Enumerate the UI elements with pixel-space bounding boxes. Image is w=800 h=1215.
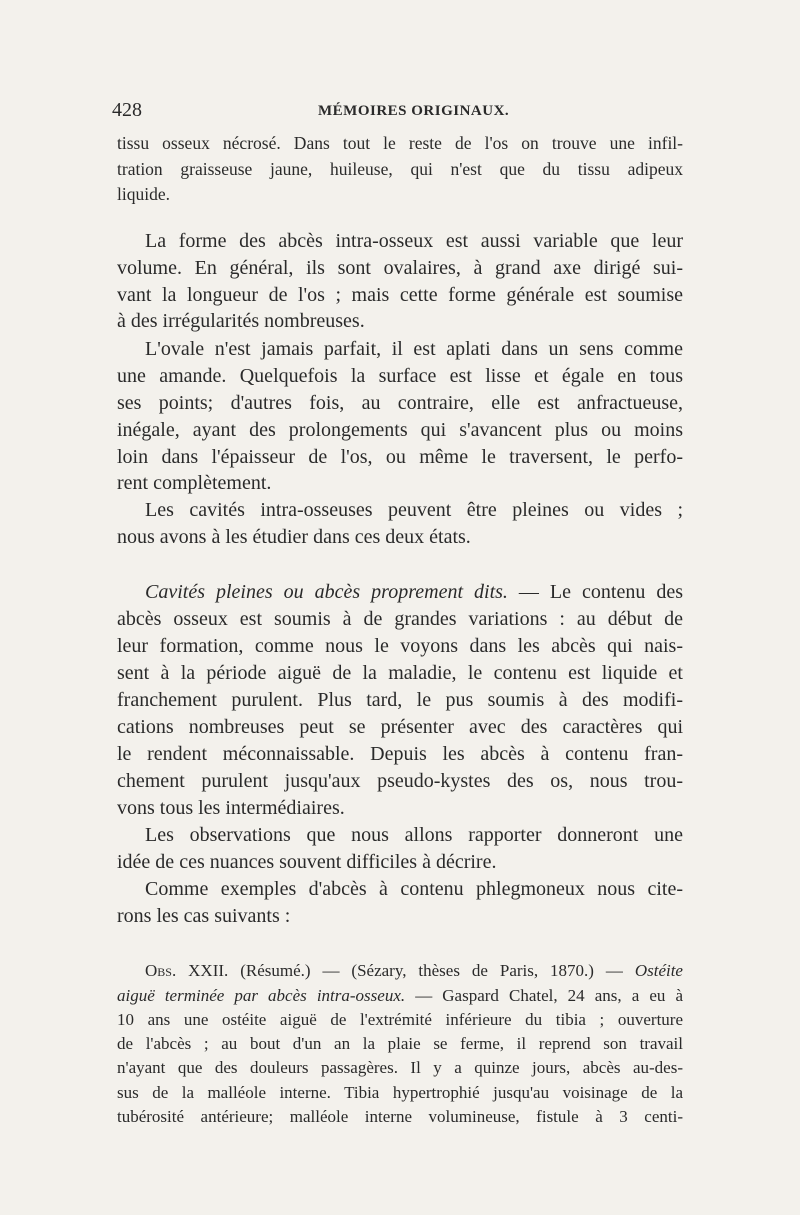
page-number: 428 (112, 99, 142, 121)
observation-line (145, 962, 683, 979)
text-line: sent à la période aiguë de la maladie, le contenu est liquide et (117, 662, 683, 684)
observation-label: Obs. XXII. (145, 961, 229, 980)
text-line: sus de la malléole interne. Tibia hypertrophié jusqu'au voisinage de la (117, 1083, 683, 1102)
text-line: La forme des abcès intra-osseux est aussi variable que leur (145, 230, 683, 252)
text-line: 10 ans une ostéite aiguë de l'extrémité inférieure du tibia ; ouverture (117, 1010, 683, 1029)
text-line: rent complètement. (117, 472, 272, 494)
text-line: vant la longueur de l'os ; mais cette forme générale est soumise (117, 284, 683, 306)
text-line: rons les cas suivants : (117, 905, 291, 927)
text-line: Les observations que nous allons rapporter donneront une (145, 824, 683, 846)
running-title: MÉMOIRES ORIGINAUX. (318, 103, 510, 119)
text-line: à des irrégularités nombreuses. (117, 310, 365, 332)
text-line: inégale, ayant des prolongements qui s'avancent plus ou moins (117, 419, 683, 441)
section-heading: Cavités pleines ou abcès proprement dits. (145, 581, 508, 603)
text-line: Comme exemples d'abcès à contenu phlegmoneux nous cite- (145, 878, 683, 900)
text-line: loin dans l'épaisseur de l'os, ou même le traversent, le perfo- (117, 446, 683, 468)
text-line: nous avons à les étudier dans ces deux états. (117, 526, 471, 548)
text-fragment: — Le contenu des (507, 581, 683, 603)
text-line: vons tous les intermédiaires. (117, 797, 345, 819)
text-line: liquide. (117, 184, 170, 204)
text-fragment: (Résumé.) — (Sézary, thèses de Paris, 1870.) — (228, 961, 635, 980)
observation-title: aiguë terminée par abcès intra-osseux. (117, 986, 406, 1005)
text-line: chement purulent jusqu'aux pseudo-kystes des os, nous trou- (117, 770, 683, 792)
text-line: cations nombreuses peut se présenter avec des caractères qui (117, 716, 683, 738)
text-fragment: — Gaspard Chatel, 24 ans, a eu à (405, 986, 683, 1005)
text-line: tubérosité antérieure; malléole interne volumineuse, fistule à 3 centi- (117, 1107, 683, 1126)
text-line: abcès osseux est soumis à de grandes variations : au début de (117, 608, 683, 630)
observation-title: Ostéite (634, 961, 683, 980)
text-line: leur formation, comme nous le voyons dans les abcès qui nais- (117, 635, 683, 657)
text-line: n'ayant que des douleurs passagères. Il y a quinze jours, abcès au-des- (117, 1058, 683, 1077)
text-line: ses points; d'autres fois, au contraire, elle est anfractueuse, (117, 392, 683, 414)
text-line: L'ovale n'est jamais parfait, il est aplati dans un sens comme (145, 338, 683, 360)
text-line: une amande. Quelquefois la surface est lisse et égale en tous (117, 365, 683, 387)
text-line: tissu osseux nécrosé. Dans tout le reste de l'os on trouve une infil- (117, 133, 683, 153)
text-line: Les cavités intra-osseuses peuvent être pleines ou vides ; (145, 499, 683, 521)
section-intro-line (145, 582, 683, 602)
text-line: de l'abcès ; au bout d'un an la plaie se ferme, il reprend son travail (117, 1034, 683, 1053)
observation-line (117, 987, 683, 1004)
text-line: le rendent méconnaissable. Depuis les abcès à contenu fran- (117, 743, 683, 765)
text-line: tration graisseuse jaune, huileuse, qui n'est que du tissu adipeux (117, 159, 683, 179)
text-line: volume. En général, ils sont ovalaires, à grand axe dirigé sui- (117, 257, 683, 279)
text-line: idée de ces nuances souvent difficiles à décrire. (117, 851, 497, 873)
text-line: franchement purulent. Plus tard, le pus soumis à des modifi- (117, 689, 683, 711)
